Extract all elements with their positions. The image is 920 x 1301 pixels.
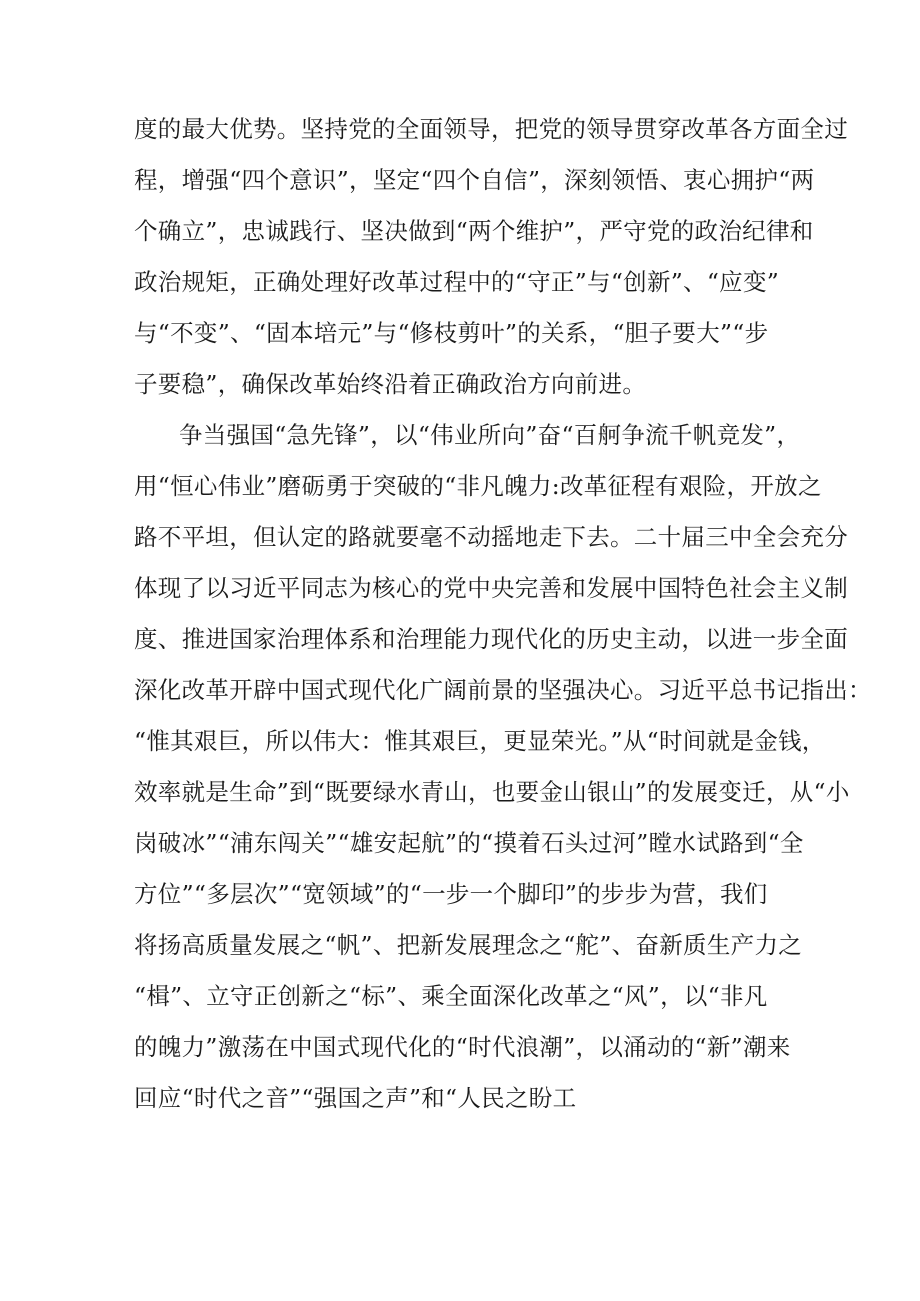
text-line: 体现了以习近平同志为核心的党中央完善和发展中国特色社会主义制 [134,574,848,602]
text-line: 个确立”，忠诚践行、坚决做到“两个维护”，严守党的政治纪律和 [134,217,814,245]
text-line: 程，增强“四个意识”，坚定“四个自信”，深刻领悟、衷心拥护“两 [134,166,815,194]
text-line: 深化改革开辟中国式现代化广阔前景的坚强决心。习近平总书记指出： [134,676,872,704]
text-line: 政治规矩，正确处理好改革过程中的“守正”与“创新”、“应变” [134,268,780,296]
text-line: 的魄力”激荡在中国式现代化的“时代浪潮”，以涌动的“新”潮来 [134,1033,791,1061]
text-line: 子要稳”，确保改革始终沿着正确政治方向前进。 [134,370,647,398]
body-text [134,104,872,1124]
text-line: 路不平坦，但认定的路就要毫不动摇地走下去。二十届三中全会充分 [134,523,848,551]
text-line: 与“不变”、“固本培元”与“修枝剪叶”的关系，“胆子要大”“步 [134,319,769,347]
text-line: 回应“时代之音”“强国之声”和“人民之盼工 [134,1084,577,1112]
text-line: 岗破冰”“浦东闯关”“雄安起航”的“摸着石头过河”瞠水试路到“全 [134,829,804,857]
text-line: 用“恒心伟业”磨砺勇于突破的“非凡魄力:改革征程有艰险，开放之 [134,472,822,500]
text-line: 方位”“多层次”“宽领域”的“一步一个脚印”的步步为营，我们 [134,880,768,908]
text-line: 将扬高质量发展之“帆”、把新发展理念之“舵”、奋新质生产力之 [134,931,803,959]
text-line: 度的最大优势。坚持党的全面领导，把党的领导贯穿改革各方面全过 [134,115,848,143]
text-line: “楫”、立守正创新之“标”、乘全面深化改革之“风”，以“非凡 [134,982,768,1010]
text-line: “惟其艰巨，所以伟大：惟其艰巨，更显荣光。”从“时间就是金钱， [134,727,826,755]
text-line: 度、推进国家治理体系和治理能力现代化的历史主动，以进一步全面 [134,625,848,653]
paragraph-start-line: 争当强国“急先锋”，以“伟业所向”奋“百舸争流千帆竞发”， [179,421,801,449]
text-line: 效率就是生命”到“既要绿水青山，也要金山银山”的发展变迁，从“小 [134,778,850,806]
